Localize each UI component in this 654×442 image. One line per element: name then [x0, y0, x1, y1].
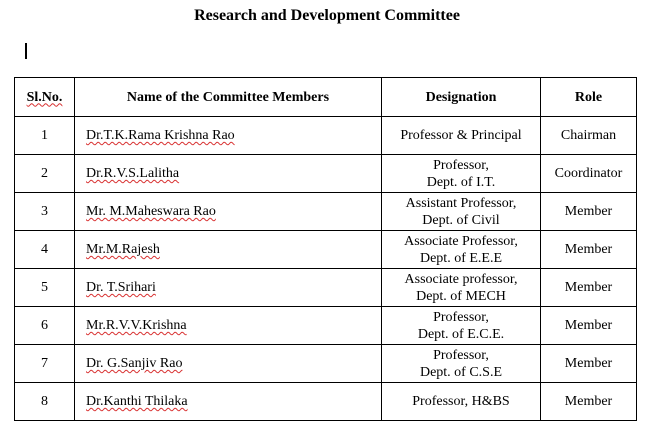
cell-sl: 3 [15, 193, 75, 231]
cell-sl: 6 [15, 307, 75, 345]
cell-sl: 4 [15, 231, 75, 269]
cell-designation: Professor, Dept. of I.T. [382, 155, 541, 193]
table-row [15, 231, 637, 269]
cell-role: Member [541, 345, 637, 383]
cell-name: Mr.R.V.V.Krishna [75, 307, 382, 345]
cell-role: Member [541, 231, 637, 269]
cell-designation: Professor & Principal [382, 117, 541, 155]
header-name: Name of the Committee Members [75, 78, 382, 117]
cell-sl: 7 [15, 345, 75, 383]
cell-role: Coordinator [541, 155, 637, 193]
cell-role: Member [541, 307, 637, 345]
cell-designation: Professor, Dept. of E.C.E. [382, 307, 541, 345]
cell-name: Dr.R.V.S.Lalitha [75, 155, 382, 193]
cell-role: Chairman [541, 117, 637, 155]
table-row [15, 383, 637, 421]
cell-sl: 5 [15, 269, 75, 307]
header-sl-no: Sl.No. [15, 78, 75, 117]
table-row [15, 269, 637, 307]
header-designation: Designation [382, 78, 541, 117]
cell-designation: Professor, Dept. of C.S.E [382, 345, 541, 383]
table-row [15, 117, 637, 155]
cell-name: Dr.Kanthi Thilaka [75, 383, 382, 421]
cell-name: Dr. G.Sanjiv Rao [75, 345, 382, 383]
cell-role: Member [541, 383, 637, 421]
cell-designation: Assistant Professor, Dept. of Civil [382, 193, 541, 231]
table-row [15, 345, 637, 383]
cell-name: Dr.T.K.Rama Krishna Rao [75, 117, 382, 155]
cell-designation: Associate Professor, Dept. of E.E.E [382, 231, 541, 269]
cell-sl: 8 [15, 383, 75, 421]
cell-sl: 1 [15, 117, 75, 155]
committee-table [14, 77, 637, 421]
table-row [15, 307, 637, 345]
cell-designation: Associate professor, Dept. of MECH [382, 269, 541, 307]
table-row [15, 155, 637, 193]
header-role: Role [541, 78, 637, 117]
table-row [15, 193, 637, 231]
cell-name: Mr.M.Rajesh [75, 231, 382, 269]
text-cursor [25, 43, 27, 59]
cell-name: Dr. T.Srihari [75, 269, 382, 307]
table-header-row [15, 78, 637, 117]
cell-sl: 2 [15, 155, 75, 193]
cell-designation: Professor, H&BS [382, 383, 541, 421]
cell-role: Member [541, 193, 637, 231]
cell-role: Member [541, 269, 637, 307]
cell-name: Mr. M.Maheswara Rao [75, 193, 382, 231]
document-title: Research and Development Committee [194, 7, 460, 24]
